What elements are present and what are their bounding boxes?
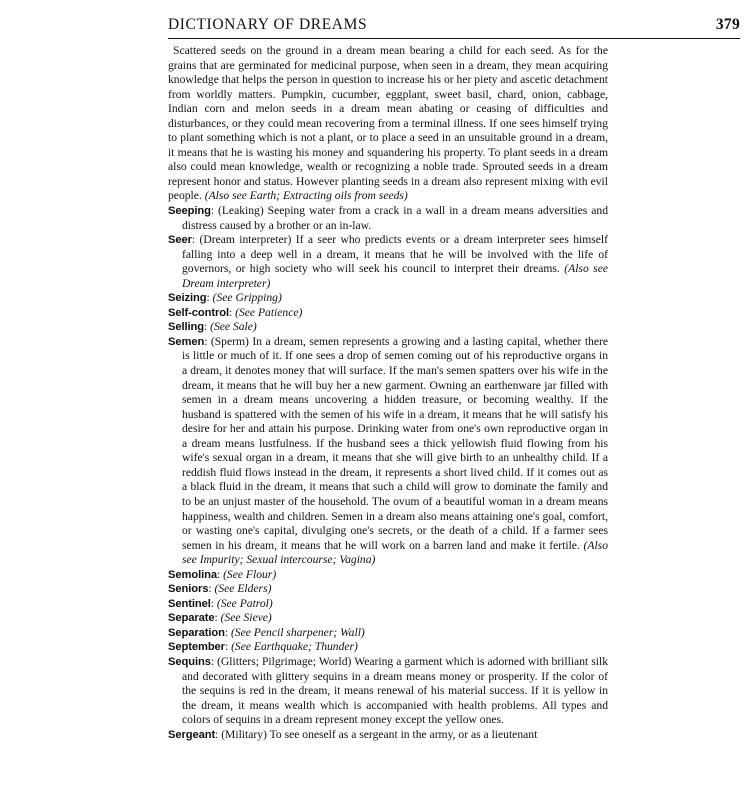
- entry-self-control: [168, 306, 608, 321]
- entry-semolina: [168, 568, 608, 583]
- entry-text: To see oneself as a sergeant in the army, or as a lieutenant: [269, 727, 538, 741]
- entry-crossref: (See Sale): [210, 320, 257, 334]
- entry-seizing: [168, 291, 608, 306]
- entry-crossref: (See Elders): [214, 582, 272, 596]
- entry-headword: Sentinel: [168, 597, 211, 610]
- running-head: DICTIONARY OF DREAMS: [168, 16, 368, 33]
- entry-crossref: (See Earthquake; Thunder): [231, 640, 358, 654]
- entry-gloss: :: [214, 611, 221, 625]
- entry-headword: Self-control: [168, 306, 229, 319]
- body-column: [168, 44, 608, 742]
- entry-text: Wearing a garment which is adorned with brilliant silk and decorated with glittery sequins in a dream means money or prosperity. If the color of the sequins is red in the dream, it means renewal of his material success. If it is yellow in the dream, it means wealth which is accompanied with health problems. All types and colors of sequins in a dream represent money except the yellow ones.: [182, 654, 608, 727]
- entry-selling: [168, 320, 608, 335]
- entry-headword: Semolina: [168, 568, 217, 581]
- entry-gloss: :: [216, 567, 224, 581]
- continued-paragraph-text: Scattered seeds on the ground in a dream mean bearing a child for each seed. As for the grains that are germinated for medicinal purpose, when seen in a dream, they mean acquiring knowledge that helps the person in question to increase his or her piety and ascetic detachment from worldly matters. Pumpkin, cucumber, eggplant, sweet basil, chard, onion, cabbage, Indian corn and melon seeds in a dream mean abating or ceasing of difficulties and disturbances, or they could mean recovering from a terminal illness. If one sees himself trying to plant something which is not a plant, or to place a seed in an unsuitable ground in a dream, it means that he is wasting his money and squandering his property. To plant seeds in a dream also could mean knowledge, wealth or recognizing a noble trade. Sprouted seeds in a dream represent honor and status. However planting seeds in a dream also represent mixing with evil people.: [168, 44, 608, 203]
- entry-gloss: :: [224, 640, 232, 654]
- entry-headword: Separation: [168, 626, 225, 639]
- entry-sergeant: [168, 728, 608, 743]
- entry-crossref: (See Pencil sharpener; Wall): [230, 625, 365, 639]
- entry-text: Seeping water from a crack in a wall in a dream means adversities and distress caused by a brother or an in-law.: [182, 204, 608, 232]
- page-header: [168, 16, 740, 34]
- entry-crossref: (Also see Dream interpreter): [182, 262, 608, 290]
- entry-seniors: [168, 582, 608, 597]
- entry-crossref: (See Patrol): [216, 596, 273, 610]
- entry-headword: Seer: [168, 234, 192, 247]
- entry-text: In a dream, semen represents a growing and a lasting capital, whether there is little or much of it. If one sees a drop of semen coming out of his reproductive organs in a dream, it denotes money that will surface. If the man's semen spatters over his wife in the dream, it means that he will buy her a new garment. Owning an earthenware jar filled with semen in a dream means uncovering a hidden treasure, or becoming wealthy. If the husband is spattered with the semen of his wife in a dream, it means that he will satisfy his desire for her and attain his purpose. Drinking water from one's own reproductive organ in a dream means lustfulness. If the husband sees a thick yellowish fluid flowing from his wife's sexual organ in a dream, it means that she will give birth to an unhealthy child. If a reddish fluid flows instead in the dream, it represents a short lived child. If it comes out as a black fluid in the dream, it means that such a child will grow to dominate the family and to be an unjust master of the household. The ovum of a beautiful woman in a dream means happiness, wealth and children. Semen in a dream also means attaining one's goal, comfort, or wasting one's capital, divulging one's secrets, or the death of a child. If a farmer sees semen in his dream, it means that he will work on a barren land and make it fertile.: [182, 334, 608, 552]
- entry-headword: Seizing: [168, 292, 207, 305]
- entry-gloss: :: [224, 625, 231, 639]
- entry-headword: Sergeant: [168, 728, 216, 741]
- entry-headword: Seeping: [168, 205, 211, 218]
- entry-gloss: :: [208, 582, 215, 596]
- entry-headword: Sequins: [168, 655, 211, 668]
- entry-crossref: (Also see Impurity; Sexual intercourse; Vagina): [182, 538, 608, 567]
- entry-crossref: (See Sieve): [220, 611, 272, 625]
- entry-headword: Separate: [168, 612, 215, 625]
- entry-headword: Semen: [168, 335, 205, 348]
- entry-gloss: :: [206, 291, 213, 305]
- entry-headword: September: [168, 641, 225, 654]
- entry-gloss: :: [228, 305, 236, 319]
- header-rule: [168, 38, 740, 39]
- entry-seer: [168, 233, 608, 291]
- entry-crossref: (See Flour): [223, 567, 277, 581]
- entry-separation: [168, 626, 608, 641]
- entry-gloss: :: [210, 596, 217, 610]
- entry-gloss: : (Leaking): [210, 204, 268, 218]
- entry-gloss: : (Military): [215, 727, 270, 741]
- entry-september: [168, 640, 608, 655]
- entry-text: If a seer who predicts events or a dream interpreter sees himself falling into a deep well in a dream, it means that he will be involved with the life of governors, or high society who will seek his council to interpret their dreams.: [182, 233, 608, 276]
- page-number: 379: [715, 16, 740, 33]
- continued-paragraph-crossref: (Also see Earth; Extracting oils from seeds): [204, 189, 408, 203]
- entry-gloss: : (Glitters; Pilgrimage; World): [210, 654, 355, 668]
- entry-sentinel: [168, 597, 608, 612]
- entry-semen: [168, 335, 608, 568]
- entry-headword: Seniors: [168, 583, 209, 596]
- entry-seeping: [168, 204, 608, 233]
- entry-headword: Selling: [168, 321, 204, 334]
- entry-separate: [168, 611, 608, 626]
- entry-gloss: : (Sperm): [204, 334, 253, 348]
- continued-paragraph: [168, 44, 608, 204]
- entry-crossref: (See Patience): [235, 305, 303, 319]
- entry-gloss: : (Dream interpreter): [191, 233, 296, 247]
- entry-gloss: :: [203, 320, 211, 334]
- entry-crossref: (See Gripping): [212, 291, 282, 305]
- entry-sequins: [168, 655, 608, 728]
